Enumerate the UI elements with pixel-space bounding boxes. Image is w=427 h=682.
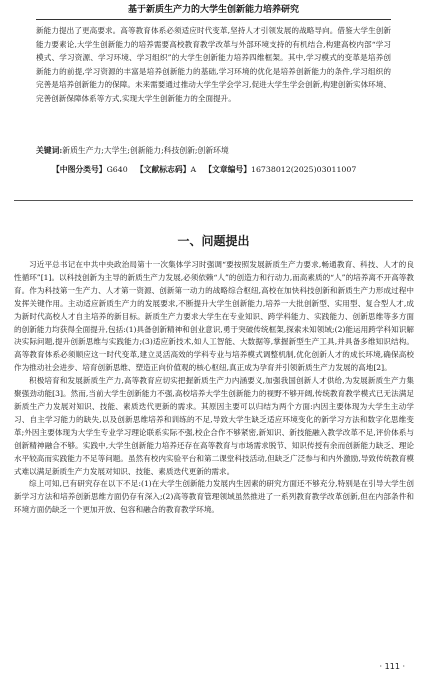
section-title: 一、问题提出 [177, 234, 250, 248]
clc-value: G640 [106, 165, 128, 174]
abstract-block [36, 24, 391, 105]
body-paragraph: 综上可知,已有研究存在以下不足:(1)在大学生创新能力发展内生因素的研究方面还不够充分,特别是在引导大学生创新学习方法和培养创新思维方面仍存有深入;(2)高等教育管理领域虽然推进了一系列教育教学改革创新,但在内部条件和环境方面仍缺乏一个更加开放、包容和融合的教育教学环境。 [14, 479, 414, 515]
doc-code-label: 【文献标志码】 [135, 165, 191, 174]
running-header-title: 基于新质生产力的大学生创新能力培养研究 [127, 5, 299, 15]
article-no-label: 【文章编号】 [204, 165, 252, 174]
body-paragraph: 习近平总书记在中共中央政治局第十一次集体学习时强调“要按照发展新质生产力要求,畅通教育、科技、人才的良性循环”[1]。以科技创新为主导的新质生产力发展,必须依赖“人”的创造力和行动力,而高素质的“人”的培养离不开高等教育。作为科技第一生产力、人才第一资源、创新第一动力的战略综合枢纽,高校在加快科技创新和新质生产力形成过程中发挥关键作用。主动适应新质生产力的发展要求,不断提升大学生创新能力,培养一大批创新型、实用型、复合型人才,成为新时代高校人才自主培养的新目标。新质生产力要求大学生在专业知识、跨学科能力、实践能力、创新思维等多方面的创新能力均获得全面提升,包括:(1)具备创新精神和创业意识,勇于突破传统框架,探索未知领域;(2)能运用跨学科知识解决实际问题,提升创新思维与实践能力;(3)适应新技术,如人工智能、大数据等,掌握新型生产工具,并具备多维知识结构。高等教育体系必须顺应这一时代变革,建立灵活高效的学科专业与培养模式调整机制,优化创新人才的成长环境,确保高校作为推动社会进步、培育创新思维、塑造正向价值观的核心枢纽,真正成为孕育并引领新质生产力发展的高地[2]。 [14, 260, 414, 373]
abstract-text: 新能力提出了更高要求。高等教育体系必须适应时代变革,坚持人才引领发展的战略导向。借鉴大学生创新能力要素论,大学生创新能力的培养需要高校教育教学改革与外部环境支持的有机结合,构建高校内部“学习模式、学习资源、学习环境、学习组织”的大学生创新能力培养四维框架。其中,学习模式的变革是培养创新能力的前提,学习资源的丰富是培养创新能力的基础,学习环境的优化是培养创新能力的条件,学习组织的完善是培养创新能力的保障。未来需要通过推动大学生学会学习,促进大学生学会创新,构建创新实体环境、完善创新保障体系等方式,实现大学生创新能力的全面提升。 [36, 26, 391, 103]
doc-code-value: A [190, 165, 197, 174]
clc-label: 【中图分类号】 [52, 165, 107, 174]
page-number: · 111 · [379, 662, 405, 671]
keywords-line [36, 144, 396, 158]
classification-line [52, 163, 392, 177]
keywords-label: 关键词: [36, 146, 63, 155]
article-no-value: 16738012(2025)03011007 [251, 165, 357, 174]
keywords-value: 新质生产力;大学生;创新能力;科技创新;创新环境 [62, 146, 229, 155]
header-rule [36, 19, 391, 20]
section-rule-top [14, 200, 413, 201]
body-text [14, 259, 414, 517]
body-paragraph: 积极培育和发展新质生产力,高等教育应切实把握新质生产力内涵要义,加强我国创新人才供给,为发展新质生产力集聚强劲动能[3]。然而,当前大学生创新能力不强,高校培养大学生创新能力的视野不够开阔,传统教育教学模式已无法满足新质生产力发展对知识、技能、素质迭代更新的需求。其原因主要可以归结为两个方面:内因主要体现为大学生主动学习、自主学习能力的缺失,以及创新思维培养和训练的不足,导致大学生缺乏适应环境变化的新学习方法和数字化思维变革;外因主要体现为大学生专业学习理论联系实际不强,校企合作不够紧密,新知识、新技能融入教学改革不足,评价体系与创新精神融合不够。实践中,大学生创新能力培养还存在高等教育与市场需求脱节、知识传授有余而创新能力缺乏、理论水平较高而实践能力不足等问题。虽然有校内实验平台和第二课堂科技活动,但缺乏广泛参与和内外激励,导致传统教育模式难以满足新质生产力发展对知识、技能、素质迭代更新的需求。 [14, 376, 414, 476]
